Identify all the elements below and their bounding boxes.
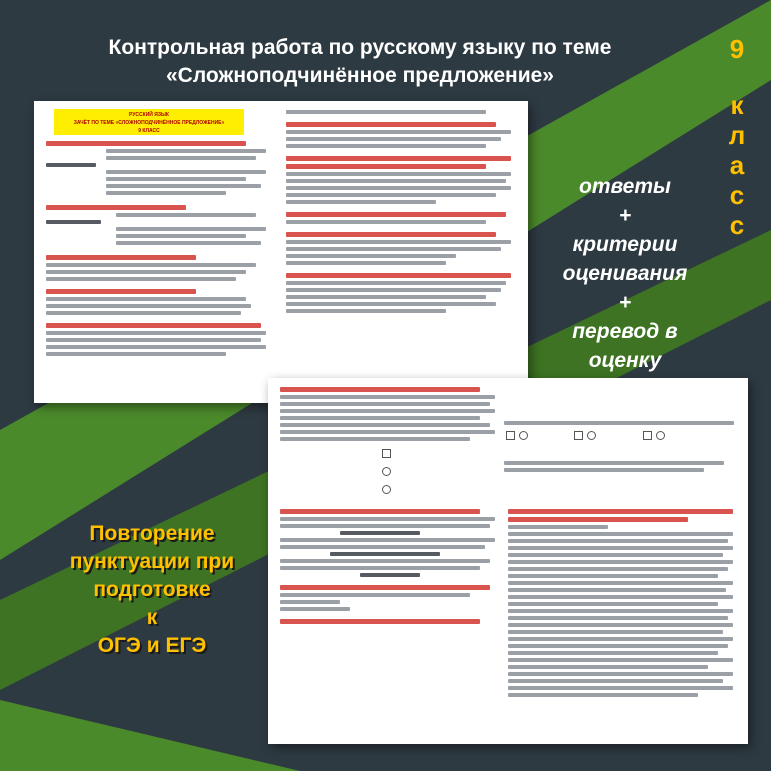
text-line [116,213,256,217]
text-line [286,193,496,197]
text-line [286,179,506,183]
task-heading [280,585,490,590]
text-line [286,172,511,176]
task-heading [46,255,196,260]
grade-label [722,34,752,240]
text-line [46,311,241,315]
task-heading [280,387,480,392]
text-line [286,220,486,224]
text-line [46,220,101,224]
task-heading [46,323,261,328]
text-line [286,281,506,285]
text-line [280,593,470,597]
scheme-circle-icon [519,431,528,440]
text-line [46,297,246,301]
scheme-row [504,429,744,447]
feature-plus-1: + [618,204,632,227]
worksheet-header-line-3: 9 КЛАСС [138,128,160,134]
text-line [286,240,511,244]
text-line [280,600,340,604]
text-line [504,421,734,425]
text-line [508,693,698,697]
grade-letter-4: с [729,180,745,210]
text-line [280,566,480,570]
scheme-square-icon [506,431,515,440]
text-line [508,602,718,606]
text-line [280,416,480,420]
text-line [116,227,266,231]
text-line [286,110,486,114]
grade-number: 9 [729,34,745,64]
text-line [46,352,226,356]
text-line [286,309,446,313]
text-line [508,651,718,655]
task-heading [286,212,506,217]
text-line [286,144,486,148]
text-line [46,338,261,342]
text-line [360,573,420,577]
text-line [508,658,733,662]
text-line [508,539,728,543]
text-line [508,609,733,613]
text-line [46,304,251,308]
worksheet-header-line-2: ЗАЧЁТ ПО ТЕМЕ «СЛОЖНОПОДЧИНЁННОЕ ПРЕДЛОЖЕНИЕ» [73,120,225,126]
scheme-square-icon [382,449,391,458]
text-line [330,552,440,556]
task-heading [286,273,511,278]
scheme-circle-icon [587,431,596,440]
text-line [106,177,246,181]
task-heading [46,205,186,210]
text-line [508,665,708,669]
feature-answers: ответы [579,175,671,198]
text-line [46,270,246,274]
text-line [286,295,486,299]
task-heading [286,232,496,237]
text-line [106,156,256,160]
text-line [116,234,246,238]
text-line [280,559,490,563]
text-line [508,623,733,627]
feature-plus-2: + [618,291,632,314]
text-line [280,545,485,549]
feature-criteria: критерии [572,233,678,256]
text-line [280,423,490,427]
text-line [106,184,261,188]
scheme-square-icon [643,431,652,440]
text-line [508,553,723,557]
text-line [508,637,733,641]
text-line [116,241,261,245]
worksheet-2-right-column [508,506,740,700]
task-heading [286,122,496,127]
page-title [60,34,660,90]
text-line [106,170,266,174]
text-line [286,137,501,141]
text-line [280,402,490,406]
task-heading [280,619,480,624]
task-heading [46,289,196,294]
worksheet-2-left-column [280,384,502,627]
text-line [286,186,511,190]
text-line [280,430,495,434]
title-line-1: Контрольная работа по русскому языку по теме [108,36,612,59]
text-line [508,574,718,578]
text-line [508,560,733,564]
text-line [280,409,495,413]
text-line [508,644,728,648]
features-list [540,172,710,375]
text-line [508,630,723,634]
scheme-circle-icon [382,485,391,494]
scheme-circle-icon [656,431,665,440]
scheme-square-icon [574,431,583,440]
scheme-options [504,418,744,488]
text-line [504,468,704,472]
repeat-line-5: ОГЭ и ЕГЭ [97,634,207,657]
text-line [46,277,236,281]
text-line [504,461,724,465]
text-line [106,191,226,195]
text-line [508,679,723,683]
task-heading [508,509,733,514]
scheme-diagram [380,447,400,501]
feature-score: оценку [588,349,662,372]
grade-letter-2: л [728,120,746,150]
text-line [280,437,470,441]
text-line [508,546,733,550]
repeat-line-2: пунктуации при [69,550,235,573]
repeat-line-1: Повторение [89,522,215,545]
text-line [286,254,456,258]
repeat-caption [42,520,262,660]
text-line [280,395,495,399]
text-line [508,686,733,690]
text-line [508,581,733,585]
worksheet-page-2 [268,378,748,744]
scheme-circle-icon [382,467,391,476]
text-line [106,149,266,153]
text-line [508,672,733,676]
text-line [280,517,495,521]
text-line [46,331,266,335]
feature-conversion: перевод в [572,320,678,343]
grade-letter-3: а [729,150,745,180]
text-line [508,567,728,571]
worksheet-1-right-column [286,107,518,316]
text-line [508,588,726,592]
text-line [46,163,96,167]
grade-letter-5: с [729,210,745,240]
text-line [286,302,496,306]
text-line [340,531,420,535]
text-line [286,261,446,265]
task-heading [286,156,511,161]
task-heading [46,141,246,146]
text-line [46,345,266,349]
task-heading [508,517,688,522]
text-line [286,200,436,204]
text-line [286,130,511,134]
worksheet-header-line-1: РУССКИЙ ЯЗЫК [129,112,169,118]
repeat-line-3: подготовке [93,578,211,601]
text-line [46,263,256,267]
worksheet-header [54,109,244,135]
worksheet-page-1 [34,101,528,403]
title-line-2: «Сложноподчинённое предложение» [166,64,554,87]
text-line [280,524,490,528]
repeat-line-4: к [146,606,158,629]
text-line [286,288,501,292]
text-line [508,616,728,620]
text-line [280,607,350,611]
task-heading [280,509,480,514]
text-line [286,247,501,251]
text-line [508,532,733,536]
task-heading [286,164,486,169]
worksheet-1-left-column [46,107,274,359]
grade-gap [722,64,752,90]
grade-letter-1: к [730,90,744,120]
feature-grading: оценивания [562,262,688,285]
text-line [508,525,608,529]
text-line [280,538,495,542]
text-line [508,595,733,599]
